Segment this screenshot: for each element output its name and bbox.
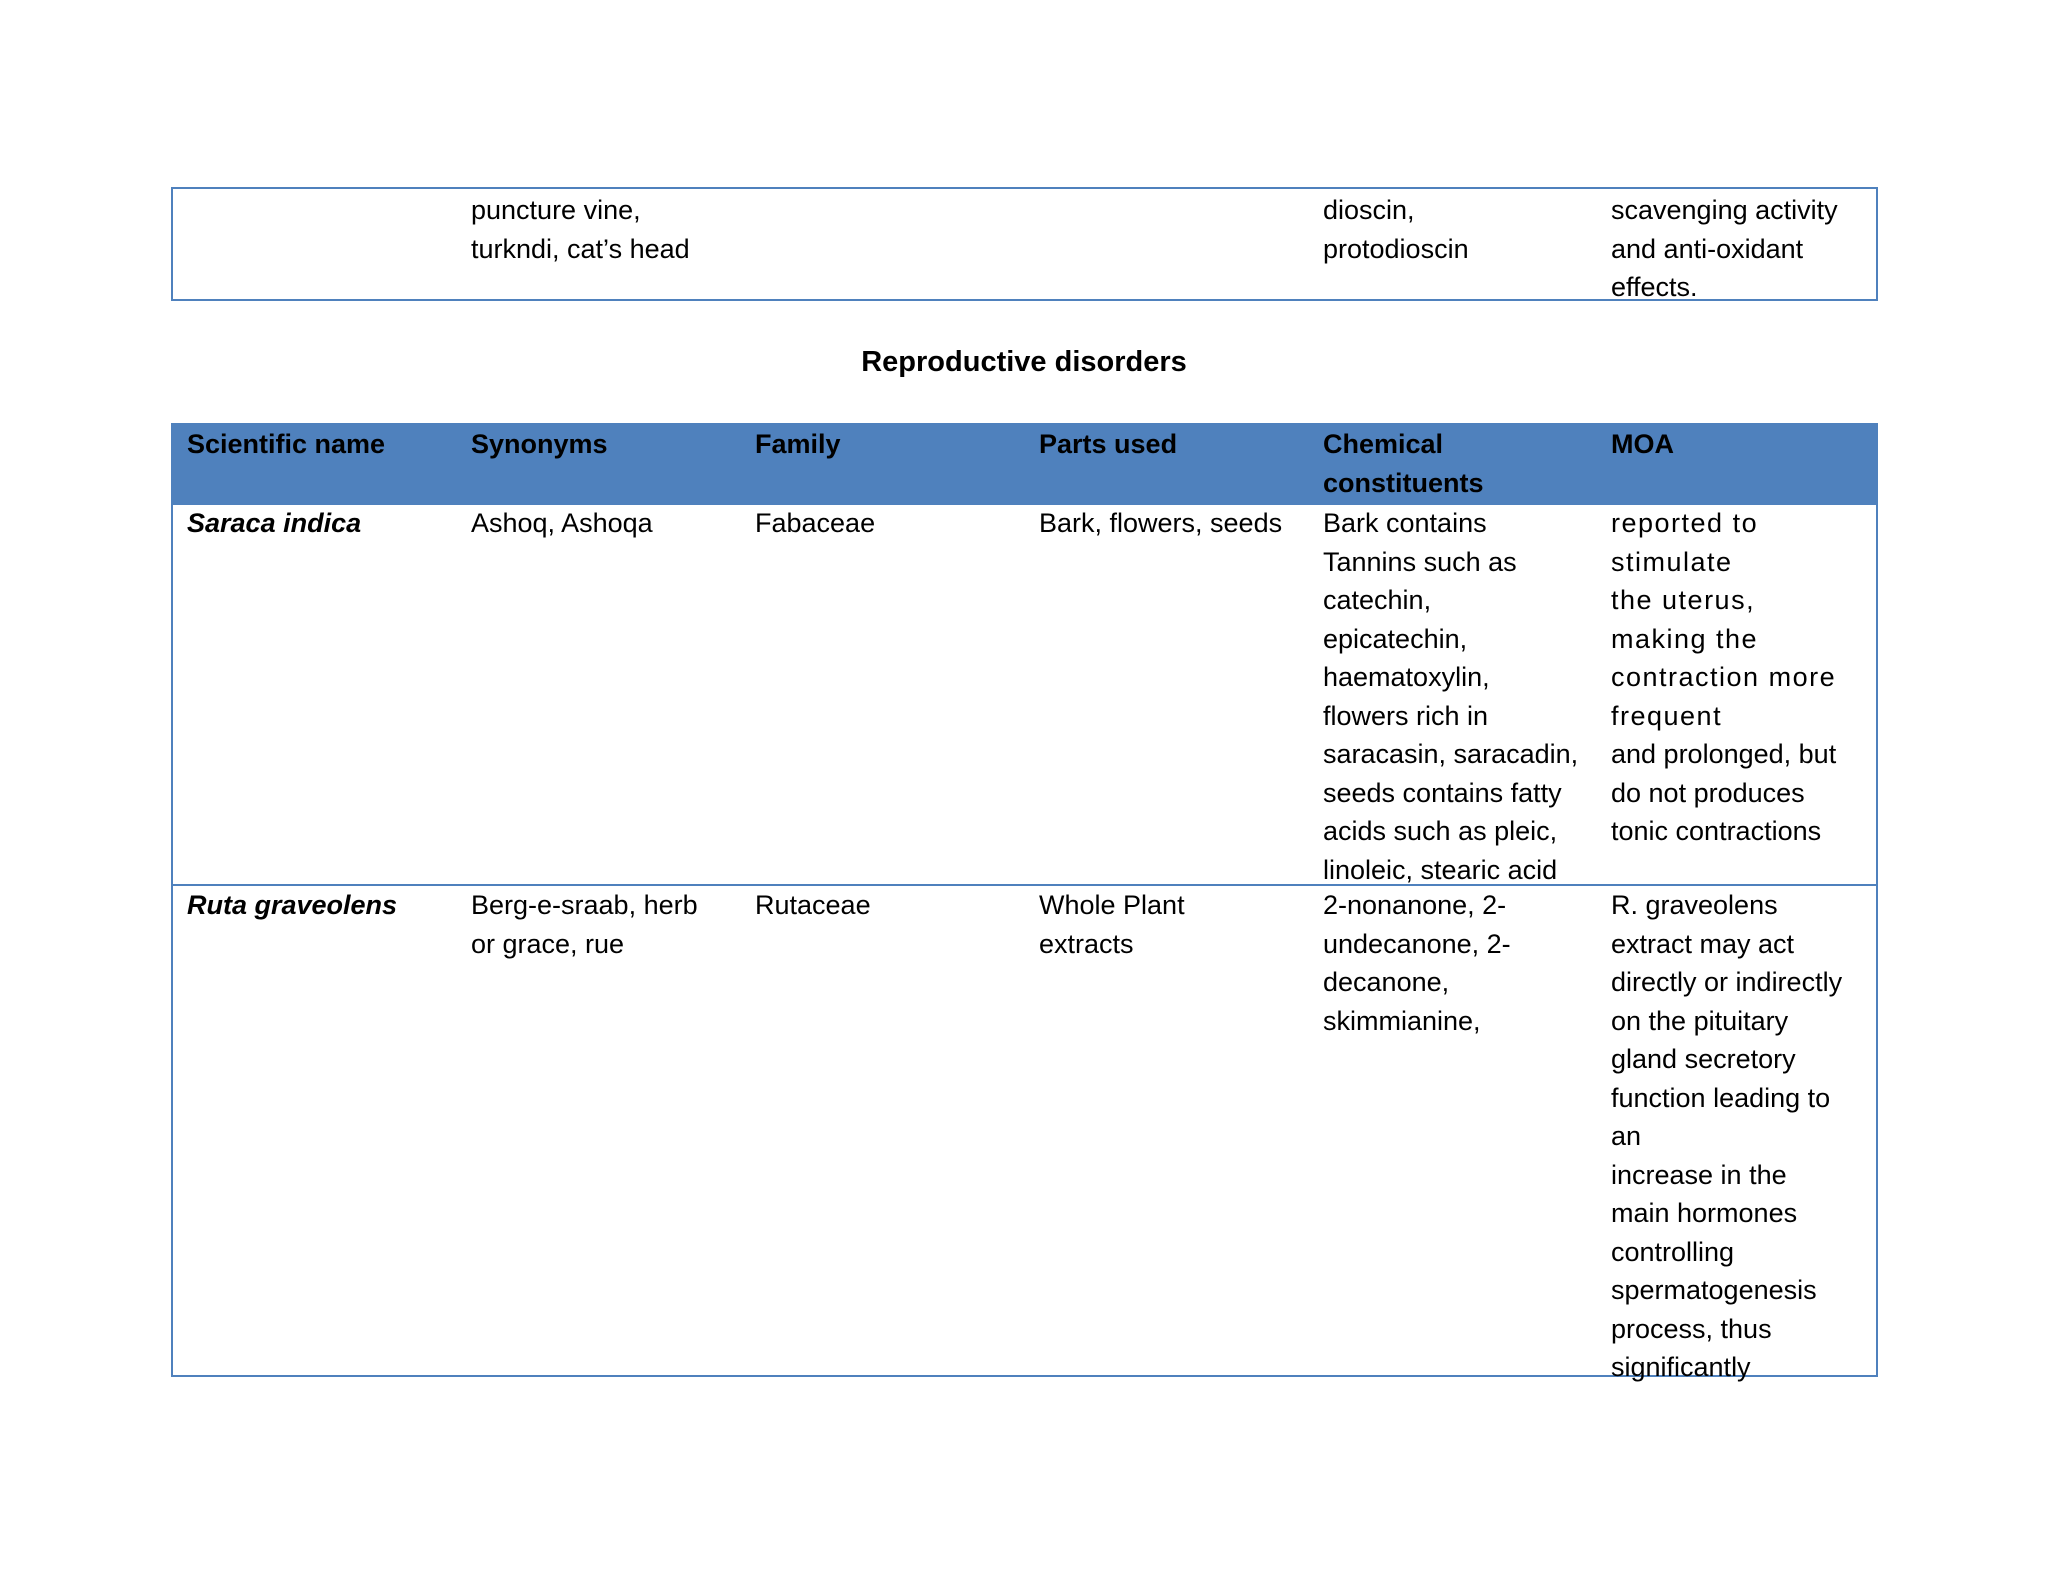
cell-family: Rutaceae (755, 890, 871, 920)
continuation-moa: scavenging activity and anti-oxidant effects. (1611, 195, 1838, 302)
continuation-synonyms: puncture vine, turkndi, cat’s head (471, 195, 690, 264)
header-scientific-name: Scientific name (187, 429, 386, 459)
cell-family: Fabaceae (755, 508, 876, 538)
cell-scientific-name: Ruta graveolens (187, 890, 398, 920)
continuation-chemical-constituents: dioscin, protodioscin (1323, 195, 1469, 264)
continuation-table (171, 187, 1878, 301)
cell-moa: R. graveolens extract may act directly or indirectly on the pituitary gland secretory function leading to an increase in the main hormones controlling spermatogenesis process, thus significantly (1611, 890, 1843, 1382)
cell-scientific-name: Saraca indica (187, 508, 362, 538)
cell-chemical-constituents: 2-nonanone, 2- undecanone, 2- decanone, skimmianine, (1323, 890, 1511, 1036)
header-family: Family (755, 429, 841, 459)
cell-moa-part-1: reported to stimulate the uterus, making the contraction more frequent (1611, 508, 1837, 731)
header-synonyms: Synonyms (471, 429, 608, 459)
reproductive-disorders-table (171, 423, 1878, 1382)
table-header-row (173, 425, 1876, 505)
cell-chemical-constituents: Bark contains Tannins such as catechin, epicatechin, haematoxylin, flowers rich in saracasin, saracadin, seeds contains fatty acids such as pleic, linoleic, stearic acid (1323, 508, 1579, 885)
header-parts-used: Parts used (1039, 429, 1178, 459)
table-row (173, 504, 1876, 884)
header-chemical-constituents: Chemical constituents (1323, 429, 1484, 498)
cell-moa-part-2: and prolonged, but do not produces tonic contractions (1611, 739, 1837, 846)
cell-moa (1611, 504, 1873, 851)
cell-parts-used: Bark, flowers, seeds (1039, 508, 1283, 538)
section-title: Reproductive disorders (861, 346, 1187, 378)
cell-synonyms: Ashoq, Ashoqa (471, 508, 653, 538)
cell-synonyms: Berg-e-sraab, herb or grace, rue (471, 890, 698, 959)
cell-parts-used: Whole Plant extracts (1039, 890, 1185, 959)
header-moa: MOA (1611, 429, 1674, 459)
table-row (173, 886, 1876, 1382)
